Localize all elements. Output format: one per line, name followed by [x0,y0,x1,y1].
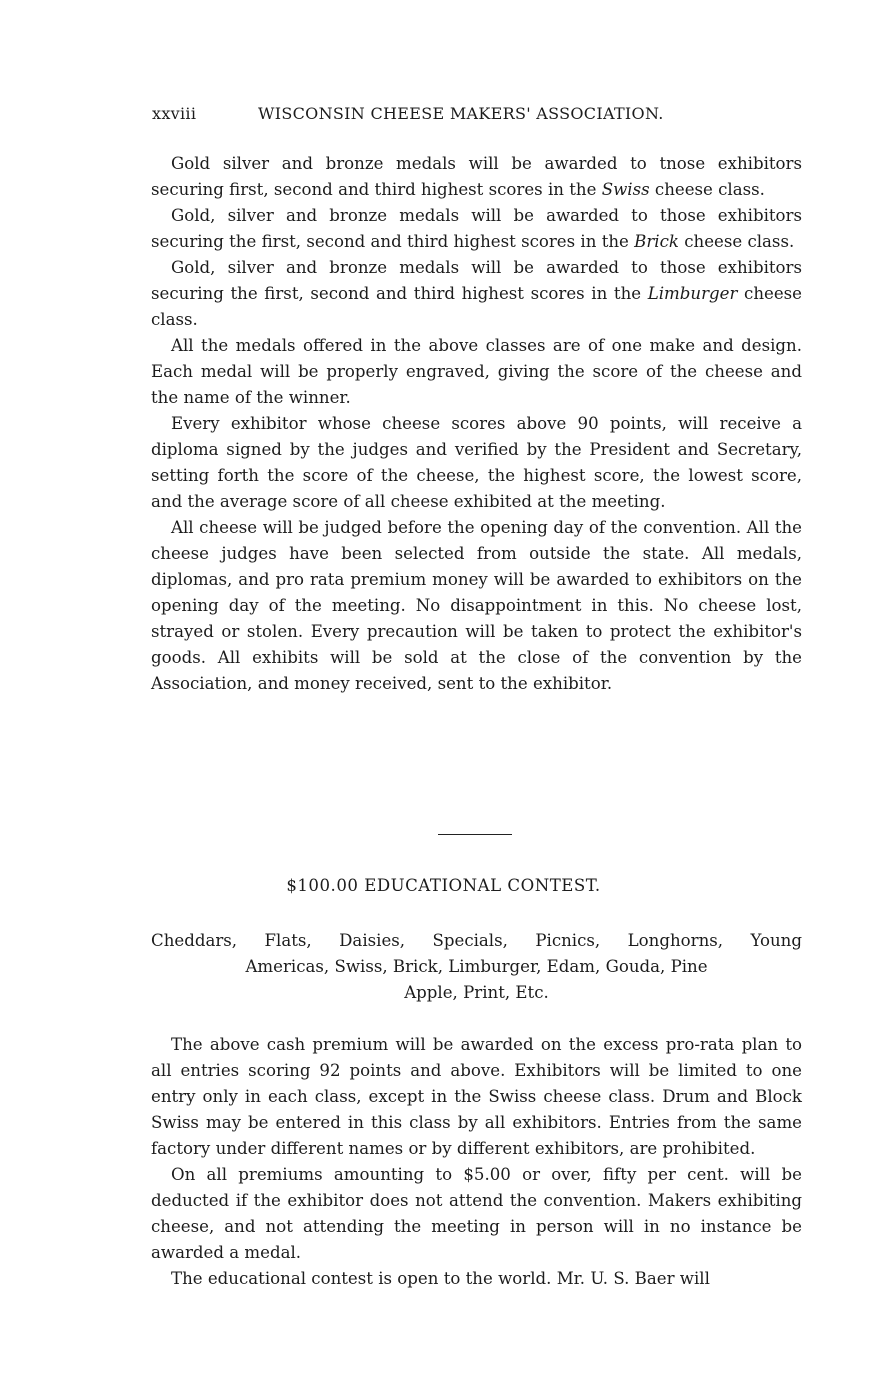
paragraph-diploma: Every exhibitor whose cheese scores above 90 points, will receive a diploma signed by the judges and verified by the President and Secretary, setting forth the score of the cheese, the highest score, the lowest score, and the average score of all cheese exhibited at the meeting. [151,414,802,511]
section-divider [438,834,512,835]
page-number: xxviii [152,104,197,123]
medals-section [151,151,802,697]
paragraph-judging: All cheese will be judged before the opening day of the convention. All the cheese judges have been selected from outside the state. All medals, diplomas, and pro rata premium money will be awarded to exhibitors on the opening day of the meeting. No disappointment in this. No cheese lost, strayed or stolen. Every precaution will be taken to protect the exhibitor's goods. All exhibits will be sold at the close of the convention by the Association, and money received, sent to the exhibitor. [151,518,802,693]
paragraph-brick-medals: Gold, silver and bronze medals will be awarded to those exhibitors securing the first, second and third highest scores in the Brick cheese class. [151,206,802,251]
cheese-list-line: Americas, Swiss, Brick, Limburger, Edam, Gouda, Pine [245,957,708,976]
cheese-class-list [151,928,802,1006]
header-title: WISCONSIN CHEESE MAKERS' ASSOCIATION. [258,104,664,123]
paragraph-premium: The above cash premium will be awarded on the excess pro-rata plan to all entries scoring 92 points and above. Exhibitors will be limited to one entry only in each class, except in the Swiss cheese class. Drum and Block Swiss may be entered in this class by all exhibitors. Entries from the same factory under different names or by different exhibitors, are prohibited. [151,1035,802,1158]
running-header [152,104,802,123]
paragraph-open-contest: The educational contest is open to the world. Mr. U. S. Baer will [171,1269,710,1288]
paragraph-swiss-medals: Gold silver and bronze medals will be awarded to tnose exhibitors securing first, second and third highest scores in the Swiss cheese class. [151,154,802,199]
paragraph-medal-design: All the medals offered in the above classes are of one make and design. Each medal will be properly engraved, giving the score of the cheese and the name of the winner. [151,336,802,407]
contest-title: $100.00 EDUCATIONAL CONTEST. [286,876,601,895]
cheese-list-line: Cheddars, Flats, Daisies, Specials, Picnics, Longhorns, Young [151,931,802,950]
paragraph-deduction: On all premiums amounting to $5.00 or over, fifty per cent. will be deducted if the exhibitor does not attend the convention. Makers exhibiting cheese, and not attending the meeting in person will in no instance be awarded a medal. [151,1165,802,1262]
cheese-list-line: Apple, Print, Etc. [404,983,549,1002]
paragraph-limburger-medals: Gold, silver and bronze medals will be awarded to those exhibitors securing the first, second and third highest scores in the Limburger cheese class. [151,258,802,329]
contest-rules-section [151,1032,802,1292]
